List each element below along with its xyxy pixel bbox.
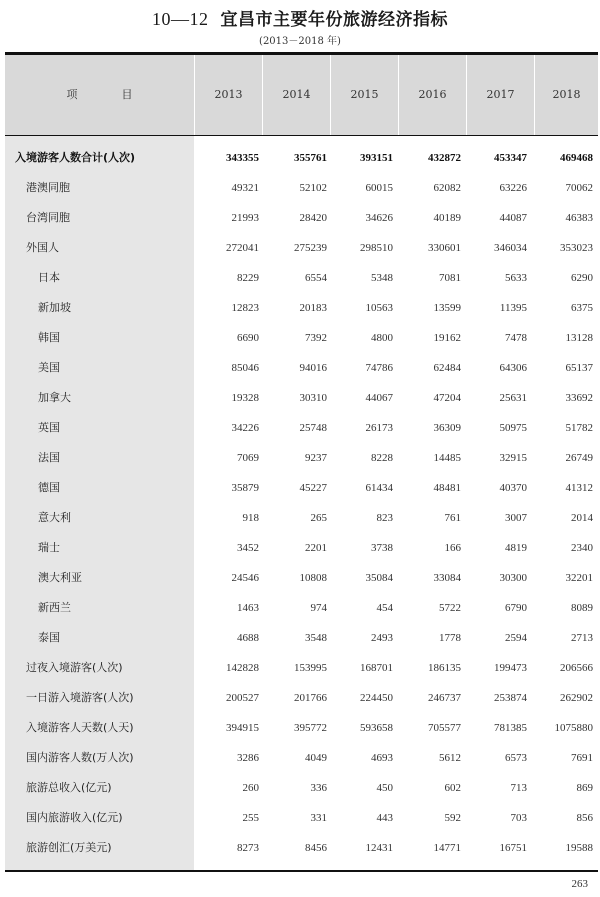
value-cell-2018: 46383: [565, 212, 593, 224]
value-cell-2013: 3452: [237, 542, 259, 554]
value-cell-2018: 6375: [571, 302, 593, 314]
value-cell-2015: 10563: [365, 302, 393, 314]
year-header: 2016: [418, 88, 447, 101]
value-cell-2013: 200527: [226, 692, 259, 704]
table-row: [0, 653, 600, 683]
value-cell-2016: 48481: [433, 482, 461, 494]
value-cell-2013: 4688: [237, 632, 259, 644]
value-cell-2017: 6790: [505, 602, 527, 614]
value-cell-2018: 869: [576, 782, 593, 794]
year-range: (2013－2018 年): [259, 36, 341, 47]
value-cell-2014: 153995: [294, 662, 327, 674]
row-label: 瑞士: [38, 541, 60, 554]
year-header: 2013: [214, 88, 243, 101]
value-cell-2016: 761: [444, 512, 461, 524]
value-cell-2018: 2340: [571, 542, 593, 554]
value-cell-2014: 30310: [299, 392, 327, 404]
value-cell-2015: 593658: [360, 722, 393, 734]
value-cell-2014: 8456: [305, 842, 327, 854]
table-row: [0, 533, 600, 563]
value-cell-2017: 199473: [494, 662, 527, 674]
value-cell-2018: 2713: [571, 632, 593, 644]
value-cell-2014: 395772: [294, 722, 327, 734]
row-label: 一日游入境游客(人次): [26, 691, 134, 704]
value-cell-2015: 34626: [365, 212, 393, 224]
table-header: [5, 55, 598, 135]
value-cell-2017: 64306: [499, 362, 527, 374]
value-cell-2018: 70062: [565, 182, 593, 194]
value-cell-2015: 4800: [371, 332, 393, 344]
value-cell-2015: 224450: [360, 692, 393, 704]
table-row: [0, 773, 600, 803]
value-cell-2017: 63226: [499, 182, 527, 194]
value-cell-2016: 1778: [439, 632, 461, 644]
value-cell-2017: 44087: [499, 212, 527, 224]
value-cell-2018: 19588: [565, 842, 593, 854]
value-cell-2015: 44067: [365, 392, 393, 404]
value-cell-2014: 45227: [299, 482, 327, 494]
value-cell-2015: 454: [376, 602, 393, 614]
value-cell-2018: 51782: [565, 422, 593, 434]
row-label: 旅游总收入(亿元): [26, 781, 112, 794]
value-cell-2014: 94016: [299, 362, 327, 374]
table-row: [0, 563, 600, 593]
value-cell-2017: 25631: [499, 392, 527, 404]
value-cell-2014: 4049: [305, 752, 327, 764]
value-cell-2013: 3286: [237, 752, 259, 764]
value-cell-2015: 35084: [365, 572, 393, 584]
value-cell-2017: 781385: [494, 722, 527, 734]
value-cell-2018: 262902: [560, 692, 593, 704]
value-cell-2013: 394915: [226, 722, 259, 734]
row-label: 港澳同胞: [26, 181, 70, 194]
item-column-header: 项 目: [66, 88, 133, 101]
value-cell-2018: 469468: [560, 152, 593, 164]
value-cell-2015: 443: [376, 812, 393, 824]
value-cell-2014: 7392: [305, 332, 327, 344]
value-cell-2013: 260: [242, 782, 259, 794]
value-cell-2017: 11395: [499, 302, 527, 314]
value-cell-2017: 7478: [505, 332, 527, 344]
value-cell-2016: 432872: [428, 152, 461, 164]
value-cell-2013: 34226: [231, 422, 259, 434]
row-label: 澳大利亚: [38, 571, 82, 584]
value-cell-2018: 13128: [565, 332, 593, 344]
table-row: [0, 293, 600, 323]
value-cell-2017: 346034: [494, 242, 527, 254]
value-cell-2013: 6690: [237, 332, 259, 344]
value-cell-2015: 3738: [371, 542, 393, 554]
value-cell-2018: 206566: [560, 662, 593, 674]
table-row: [0, 743, 600, 773]
value-cell-2016: 5612: [439, 752, 461, 764]
table-row: [0, 143, 600, 173]
value-cell-2013: 8229: [237, 272, 259, 284]
value-cell-2014: 355761: [294, 152, 327, 164]
value-cell-2015: 450: [376, 782, 393, 794]
value-cell-2017: 16751: [499, 842, 527, 854]
value-cell-2017: 40370: [499, 482, 527, 494]
value-cell-2015: 298510: [360, 242, 393, 254]
bottom-rule: [5, 870, 598, 872]
value-cell-2014: 331: [310, 812, 327, 824]
value-cell-2016: 36309: [433, 422, 461, 434]
table-row: [0, 623, 600, 653]
value-cell-2013: 918: [242, 512, 259, 524]
value-cell-2017: 32915: [499, 452, 527, 464]
value-cell-2017: 50975: [499, 422, 527, 434]
value-cell-2014: 201766: [294, 692, 327, 704]
value-cell-2015: 393151: [360, 152, 393, 164]
table-row: [0, 383, 600, 413]
value-cell-2016: 14771: [433, 842, 461, 854]
value-cell-2015: 26173: [365, 422, 393, 434]
value-cell-2013: 12823: [231, 302, 259, 314]
value-cell-2014: 9237: [305, 452, 327, 464]
row-label: 国内旅游收入(亿元): [26, 811, 123, 824]
value-cell-2015: 8228: [371, 452, 393, 464]
table-row: [0, 803, 600, 833]
value-cell-2018: 8089: [571, 602, 593, 614]
table-row: [0, 443, 600, 473]
value-cell-2015: 74786: [365, 362, 393, 374]
value-cell-2014: 2201: [305, 542, 327, 554]
value-cell-2016: 5722: [439, 602, 461, 614]
value-cell-2016: 246737: [428, 692, 461, 704]
row-label: 日本: [38, 271, 60, 284]
row-label: 旅游创汇(万美元): [26, 841, 112, 854]
value-cell-2014: 10808: [299, 572, 327, 584]
row-label: 国内游客人数(万人次): [26, 751, 134, 764]
value-cell-2016: 33084: [433, 572, 461, 584]
value-cell-2014: 974: [310, 602, 327, 614]
value-cell-2018: 7691: [571, 752, 593, 764]
table-row: [0, 353, 600, 383]
value-cell-2013: 49321: [231, 182, 259, 194]
table-row: [0, 233, 600, 263]
value-cell-2013: 8273: [237, 842, 259, 854]
value-cell-2013: 272041: [226, 242, 259, 254]
value-cell-2016: 13599: [433, 302, 461, 314]
value-cell-2014: 6554: [305, 272, 327, 284]
value-cell-2017: 6573: [505, 752, 527, 764]
value-cell-2015: 61434: [365, 482, 393, 494]
value-cell-2017: 2594: [505, 632, 527, 644]
value-cell-2016: 19162: [433, 332, 461, 344]
value-cell-2016: 7081: [439, 272, 461, 284]
value-cell-2016: 14485: [433, 452, 461, 464]
value-cell-2016: 62484: [433, 362, 461, 374]
value-cell-2015: 12431: [365, 842, 393, 854]
row-label: 入境游客人天数(人天): [26, 721, 134, 734]
value-cell-2016: 602: [444, 782, 461, 794]
value-cell-2017: 253874: [494, 692, 527, 704]
table-row: [0, 713, 600, 743]
value-cell-2016: 330601: [428, 242, 461, 254]
value-cell-2014: 20183: [299, 302, 327, 314]
value-cell-2013: 142828: [226, 662, 259, 674]
row-label: 加拿大: [38, 391, 71, 404]
row-label: 入境游客人数合计(人次): [15, 151, 136, 164]
table-row: [0, 593, 600, 623]
page-number: 263: [571, 878, 588, 890]
value-cell-2016: 47204: [433, 392, 461, 404]
value-cell-2018: 32201: [565, 572, 593, 584]
value-cell-2018: 6290: [571, 272, 593, 284]
row-label: 泰国: [38, 631, 60, 644]
value-cell-2017: 4819: [505, 542, 527, 554]
value-cell-2013: 21993: [231, 212, 259, 224]
value-cell-2013: 19328: [231, 392, 259, 404]
value-cell-2014: 3548: [305, 632, 327, 644]
value-cell-2016: 705577: [428, 722, 461, 734]
value-cell-2018: 2014: [571, 512, 593, 524]
table-row: [0, 683, 600, 713]
value-cell-2018: 65137: [565, 362, 593, 374]
value-cell-2014: 265: [310, 512, 327, 524]
row-label: 美国: [38, 361, 60, 374]
value-cell-2015: 168701: [360, 662, 393, 674]
value-cell-2016: 592: [444, 812, 461, 824]
value-cell-2016: 62082: [433, 182, 461, 194]
value-cell-2013: 343355: [226, 152, 259, 164]
year-header: 2017: [486, 88, 515, 101]
table-title: 宜昌市主要年份旅游经济指标: [220, 10, 448, 30]
value-cell-2014: 25748: [299, 422, 327, 434]
value-cell-2015: 2493: [371, 632, 393, 644]
table-row: [0, 203, 600, 233]
value-cell-2017: 5633: [505, 272, 527, 284]
value-cell-2015: 5348: [371, 272, 393, 284]
value-cell-2017: 703: [510, 812, 527, 824]
row-label: 法国: [38, 451, 60, 464]
year-header: 2015: [350, 88, 379, 101]
value-cell-2015: 60015: [365, 182, 393, 194]
value-cell-2018: 856: [576, 812, 593, 824]
table-row: [0, 323, 600, 353]
value-cell-2016: 186135: [428, 662, 461, 674]
value-cell-2014: 28420: [299, 212, 327, 224]
value-cell-2017: 30300: [499, 572, 527, 584]
row-label: 英国: [38, 421, 60, 434]
table-row: [0, 503, 600, 533]
row-label: 意大利: [38, 511, 71, 524]
table-row: [0, 413, 600, 443]
table-row: [0, 473, 600, 503]
table-row: [0, 263, 600, 293]
row-label: 台湾同胞: [26, 211, 70, 224]
year-header: 2018: [552, 88, 581, 101]
table-row: [0, 833, 600, 863]
value-cell-2018: 353023: [560, 242, 593, 254]
value-cell-2014: 336: [310, 782, 327, 794]
value-cell-2015: 823: [376, 512, 393, 524]
table-number: 10—12: [152, 9, 209, 29]
value-cell-2016: 166: [444, 542, 461, 554]
value-cell-2013: 24546: [231, 572, 259, 584]
value-cell-2017: 3007: [505, 512, 527, 524]
year-header: 2014: [282, 88, 311, 101]
row-label: 韩国: [38, 331, 60, 344]
value-cell-2013: 35879: [231, 482, 259, 494]
page-title: [0, 5, 600, 30]
row-label: 外国人: [26, 241, 59, 254]
row-label: 新西兰: [38, 601, 71, 614]
value-cell-2018: 33692: [565, 392, 593, 404]
value-cell-2013: 85046: [231, 362, 259, 374]
value-cell-2017: 713: [510, 782, 527, 794]
value-cell-2016: 40189: [433, 212, 461, 224]
value-cell-2015: 4693: [371, 752, 393, 764]
value-cell-2014: 52102: [299, 182, 327, 194]
value-cell-2018: 1075880: [554, 722, 593, 734]
table-row: [0, 173, 600, 203]
value-cell-2017: 453347: [494, 152, 527, 164]
row-label: 新加坡: [38, 301, 71, 314]
value-cell-2018: 26749: [565, 452, 593, 464]
value-cell-2014: 275239: [294, 242, 327, 254]
row-label: 德国: [38, 481, 60, 494]
row-label: 过夜入境游客(人次): [26, 661, 123, 674]
value-cell-2018: 41312: [565, 482, 593, 494]
value-cell-2013: 1463: [237, 602, 259, 614]
value-cell-2013: 7069: [237, 452, 259, 464]
value-cell-2013: 255: [242, 812, 259, 824]
